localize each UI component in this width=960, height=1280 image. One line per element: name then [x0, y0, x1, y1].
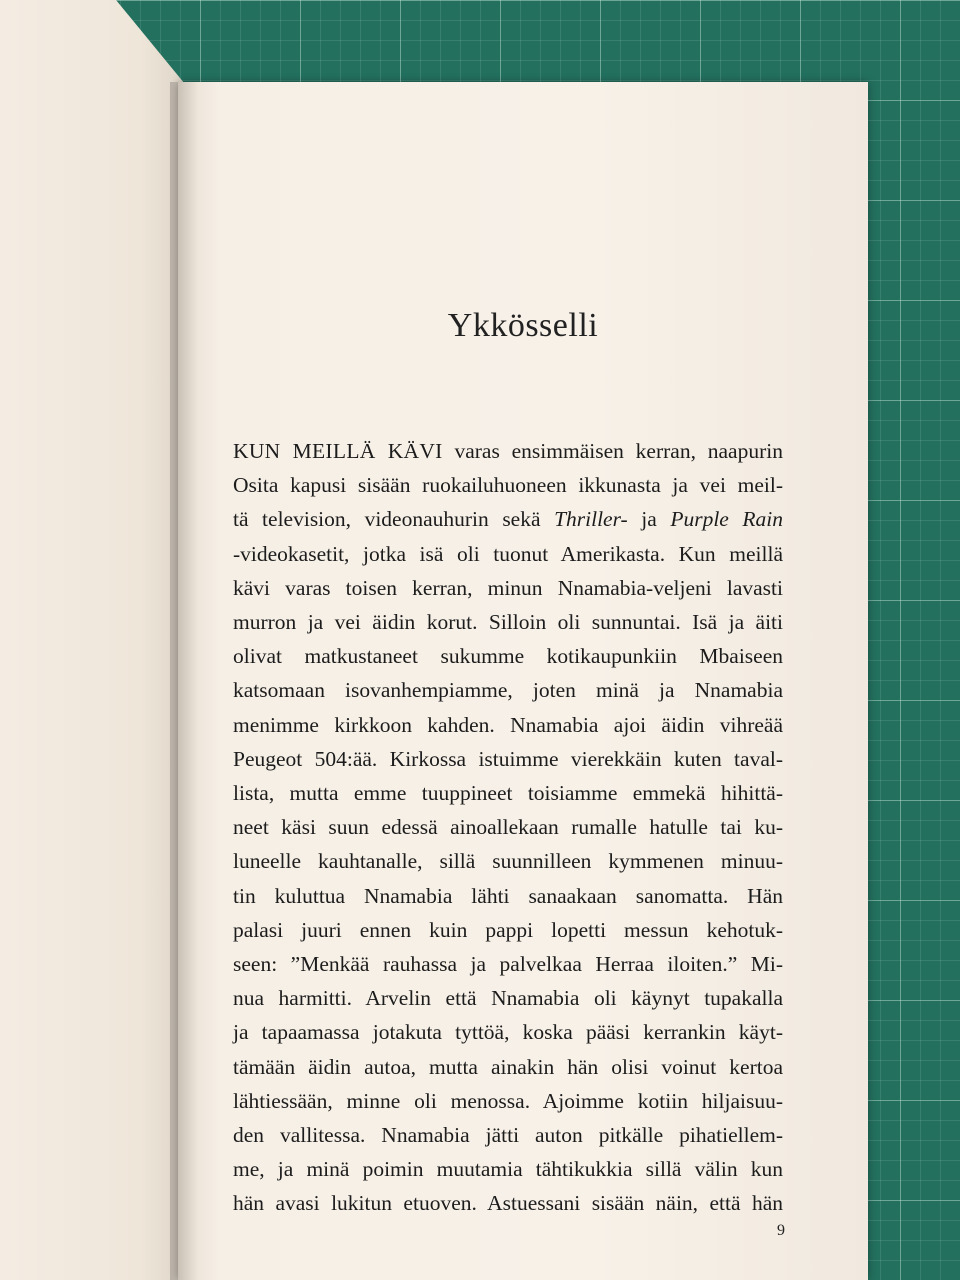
text-line: tin kuluttua Nnamabia lähti sanaakaan sanomatta. Hän — [233, 883, 783, 908]
text-line: lähtiessään, minne oli menossa. Ajoimme kotiin hiljaisuu- — [233, 1088, 783, 1113]
text-line: katsomaan isovanhempiamme, joten minä ja Nnamabia — [233, 678, 783, 703]
text-line: palasi juuri ennen kuin pappi lopetti messun kehotuk- — [233, 917, 783, 942]
text-line: olivat matkustaneet sukumme kotikaupunkiin Mbaiseen — [233, 644, 783, 669]
text-line: ja tapaamassa jotakuta tyttöä, koska pääsi kerrankin käyt- — [233, 1020, 783, 1045]
text-line: Osita kapusi sisään ruokailuhuoneen ikkunasta ja vei meil- — [233, 473, 783, 498]
opening-smallcaps: KUN MEILLÄ KÄVI — [233, 439, 443, 463]
text-line: -videokasetit, jotka isä oli tuonut Amerikasta. Kun meillä — [233, 541, 783, 566]
page-number: 9 — [777, 1222, 785, 1239]
chapter-title: Ykkösselli — [447, 307, 599, 344]
text-line: nua harmitti. Arvelin että Nnamabia oli käynyt tupakalla — [233, 986, 783, 1011]
body-text — [233, 434, 783, 1221]
spine-shadow — [170, 82, 198, 1280]
text-line: Peugeot 504:ää. Kirkossa istuimme vierekkäin kuten taval- — [233, 746, 783, 771]
text-line: seen: ”Menkää rauhassa ja palvelkaa Herraa iloiten.” Mi- — [233, 952, 783, 977]
text-line: lista, mutta emme tuuppineet toisiamme emmekä hihittä- — [233, 781, 783, 806]
text-line: hän avasi lukitun etuoven. Astuessani sisään näin, että hän — [233, 1191, 783, 1216]
text-line: KUN MEILLÄ KÄVI varas ensimmäisen kerran, naapurin — [233, 439, 783, 463]
text-line: murron ja vei äidin korut. Silloin oli sunnuntai. Isä ja äiti — [233, 610, 783, 635]
text-line: luneelle kauhtanalle, sillä suunnilleen kymmenen minuu- — [233, 849, 783, 874]
italic-title: Purple Rain — [670, 507, 783, 532]
book-page — [178, 82, 868, 1280]
text-line: tä television, videonauhurin sekä Thriller- ja Purple Rain — [233, 507, 783, 532]
text-line: menimme kirkkoon kahden. Nnamabia ajoi äidin vihreää — [233, 712, 783, 737]
text-line: neet käsi suun edessä ainoallekaan rumalle hatulle tai ku- — [233, 815, 783, 840]
text-line: kävi varas toisen kerran, minun Nnamabia-veljeni lavasti — [233, 575, 783, 600]
text-line: me, ja minä poimin muutamia tähtikukkia sillä välin kun — [233, 1157, 783, 1182]
italic-title: Thriller- — [554, 507, 628, 532]
text-line: den vallitessa. Nnamabia jätti auton pitkälle pihatiellem- — [233, 1123, 783, 1148]
text-line: tämään äidin autoa, mutta ainakin hän olisi voinut kertoa — [233, 1054, 783, 1079]
